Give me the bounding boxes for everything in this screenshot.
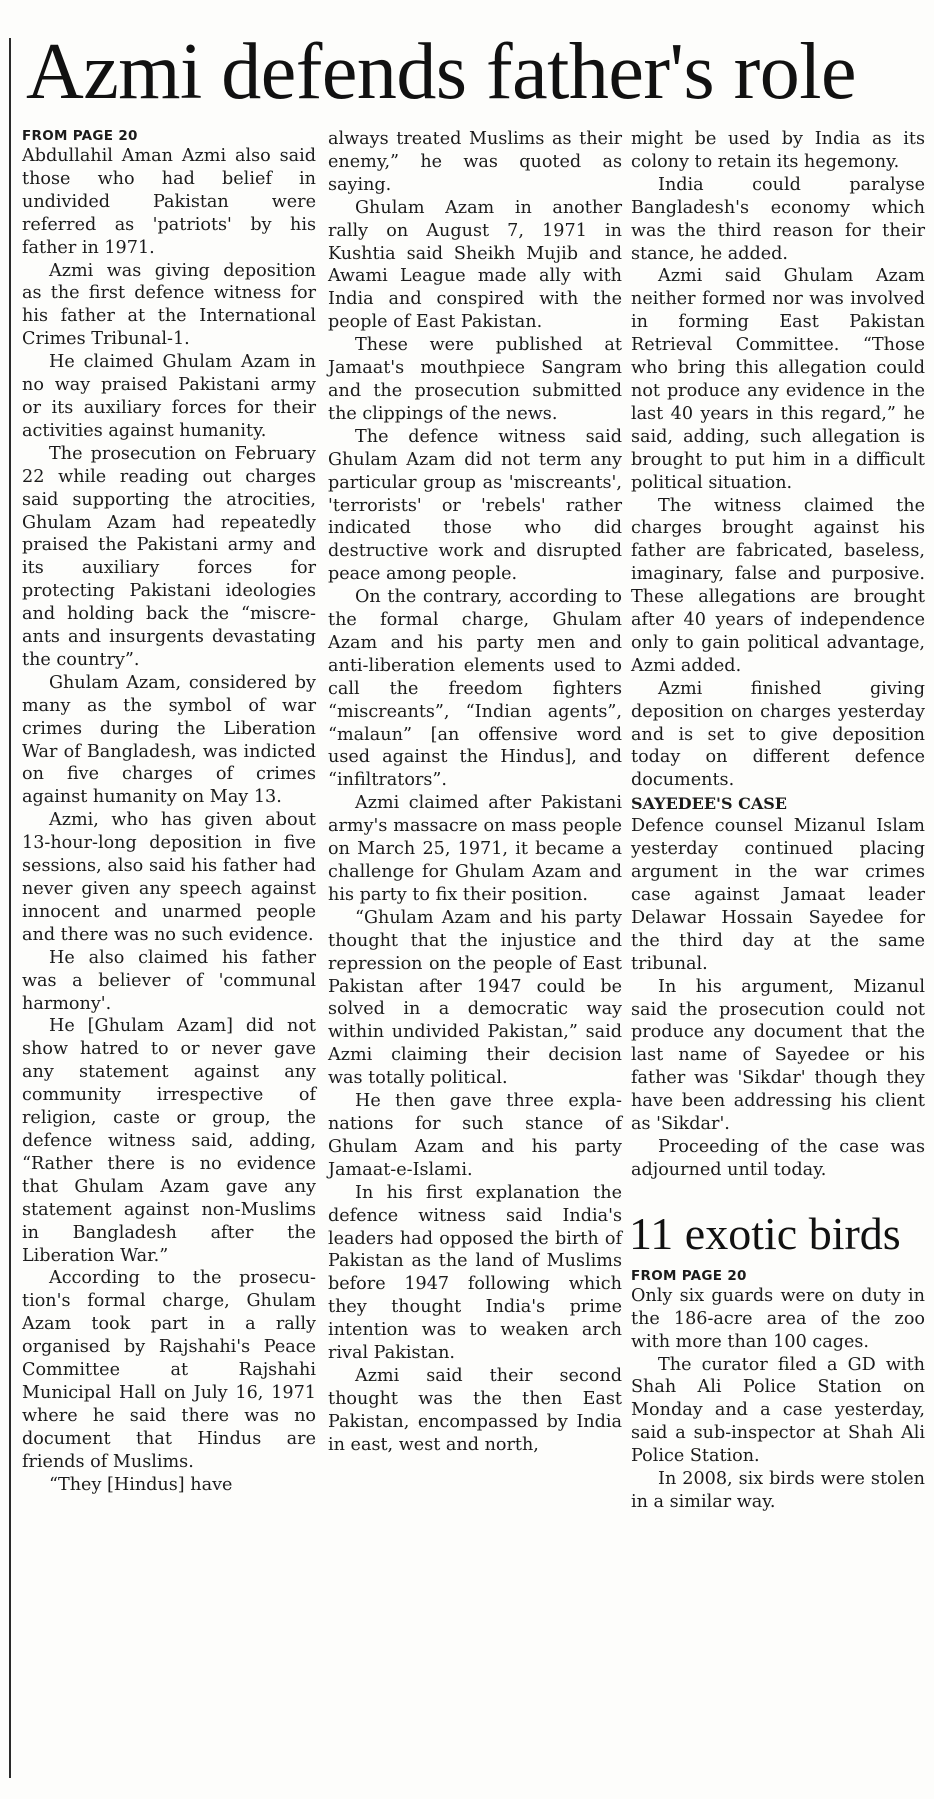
paragraph: The witness claimed the charges brought against his father are fabricated, baseless, imaginary, false and purposive. These allegations are brought after 40 years of independence only to gain political advantage, Azmi added. xyxy=(631,495,925,676)
paragraph: always treated Muslims as their enemy,” he was quoted as saying. xyxy=(328,129,622,195)
paragraph: India could paralyse Bangladesh's economy which was the third reason for their stance, he added. xyxy=(631,174,925,264)
article-column-2 xyxy=(328,128,622,1457)
paragraph: He also claimed his father was a believer of 'communal harmony'. xyxy=(22,947,316,1014)
paragraph: Ghulam Azam in another rally on August 7, 1971 in Kushtia said Sheikh Mujib and Awami League made ally with India and conspired with the people of East Pakistan. xyxy=(328,197,622,333)
paragraph: In 2008, six birds were stolen in a similar way. xyxy=(631,1469,925,1512)
paragraph: “Ghulam Azam and his party thought that the injustice and repression on the people of East Pakistan after 1947 could be solved in a democratic way within undivided Pakistan,” said Azmi claiming their decision was totally political. xyxy=(328,907,622,1089)
paragraph: Azmi said their second thought was the then East Pakistan, encompassed by India in east, west and north, xyxy=(328,1365,622,1455)
paragraph: Azmi finished giving deposition on charges yesterday and is set to give deposition today on different defence documents. xyxy=(631,678,925,791)
article-column-3 xyxy=(631,128,925,1514)
paragraph: Azmi said Ghulam Azam neither formed nor was involved in forming East Pakistan Retrieval Committee. “Those who bring this allegation could not produce any evidence in the last 40 years in this regard,” he said, adding, such allegation is brought to put him in a difficult political situation. xyxy=(631,266,925,493)
paragraph: might be used by India as its colony to retain its hegemony. xyxy=(631,129,925,172)
paragraph: In his argument, Mizanul said the prosecution could not produce any document that the last name of Sayedee or his father was 'Sikdar' though they have been addressing his client as 'Sikdar'. xyxy=(631,976,925,1135)
paragraph: He claimed Ghulam Azam in no way praised Pakistani army or its auxiliary forces for their activities against humanity. xyxy=(22,352,316,441)
story-headline-birds: 11 exotic birds xyxy=(629,1207,901,1259)
paragraph: The curator filed a GD with Shah Ali Police Station on Monday and a case yesterday, said a sub-inspector at Shah Ali Police Station. xyxy=(631,1354,925,1467)
paragraph: Only six guards were on duty in the 186-acre area of the zoo with more than 100 cages. xyxy=(631,1285,925,1352)
article-column-1 xyxy=(22,128,316,1496)
paragraph: The prosecution on February 22 while reading out charges said supporting the atrocities, Ghulam Azam had repeatedly praised the Pakistani army and its auxiliary forces for protecting Pakistani ideologies and holding back the “miscreants and insurgents devastating the country”. xyxy=(22,443,316,670)
paragraph: He [Ghulam Azam] did not show hatred to or never gave any statement against any community irrespective of religion, caste or group, the defence witness said, adding, “Rather there is no evidence that Ghulam Azam gave any statement against non-Muslims in Bangladesh after the Liberation War.” xyxy=(22,1016,316,1266)
paragraph: Azmi claimed after Pakistani army's massacre on mass people on March 25, 1971, it became a challenge for Ghulam Azam and his party to fix their position. xyxy=(328,793,622,905)
paragraph: On the contrary, according to the formal charge, Ghulam Azam and his party men and anti-liberation elements used to call the freedom fighters “miscreants”, “Indian agents”, “malaun” [an offensive word used against the Hindus], and “infiltrators”. xyxy=(328,587,622,791)
paragraph: The defence witness said Ghulam Azam did not term any particular group as 'miscreants', 'terrorists' or 'rebels' rather indicated those who did destructive work and disrupted peace among people. xyxy=(328,426,622,585)
paragraph: Abdullahil Aman Azmi also said those who had belief in undivided Pakistan were referred as 'patriots' by his father in 1971. xyxy=(22,146,316,258)
paragraph: Proceeding of the case was adjourned until today. xyxy=(631,1136,925,1180)
paragraph: Azmi was giving deposition as the first defence witness for his father at the International Crimes Tribunal-1. xyxy=(22,260,316,350)
paragraph: Azmi, who has given about 13-hour-long deposition in five sessions, also said his father had never given any speech against innocent and unarmed people and there was no such evidence. xyxy=(22,810,316,945)
paragraph: He then gave three explanations for such stance of Ghulam Azam and his party Jamaat-e-Islami. xyxy=(328,1091,622,1180)
paragraph: Defence counsel Mizanul Islam yesterday continued placing argument in the war crimes case against Jamaat leader Delawar Hossain Sayedee for the third day at the same tribunal. xyxy=(631,816,925,974)
paragraph: According to the prosecution's formal charge, Ghulam Azam took part in a rally organised by Rajshahi's Peace Committee at Rajshahi Municipal Hall on July 16, 1971 where he said there was no document that Hindus are friends of Muslims. xyxy=(22,1268,316,1472)
subhead-sayedees-case: SAYEDEE'S CASE xyxy=(631,794,787,814)
kicker: FROM PAGE 20 xyxy=(631,1267,747,1284)
headline: Azmi defends father's role xyxy=(26,28,856,116)
paragraph: In his first explanation the defence witness said India's leaders had opposed the birth of Pakistan as the land of Muslims before 1947 following which they thought India's prime intention was to weaken arch rival Pakistan. xyxy=(328,1182,622,1364)
paragraph: Ghulam Azam, considered by many as the symbol of war crimes during the Liberation War of Bangladesh, was indicted on five charges of crimes against humanity on May 13. xyxy=(22,672,316,808)
paragraph: These were published at Jamaat's mouthpiece Sangram and the prosecution submitted the clippings of the news. xyxy=(328,335,622,424)
column-rule xyxy=(9,38,11,1778)
paragraph: “They [Hindus] have xyxy=(49,1474,233,1495)
kicker: FROM PAGE 20 xyxy=(22,128,138,144)
